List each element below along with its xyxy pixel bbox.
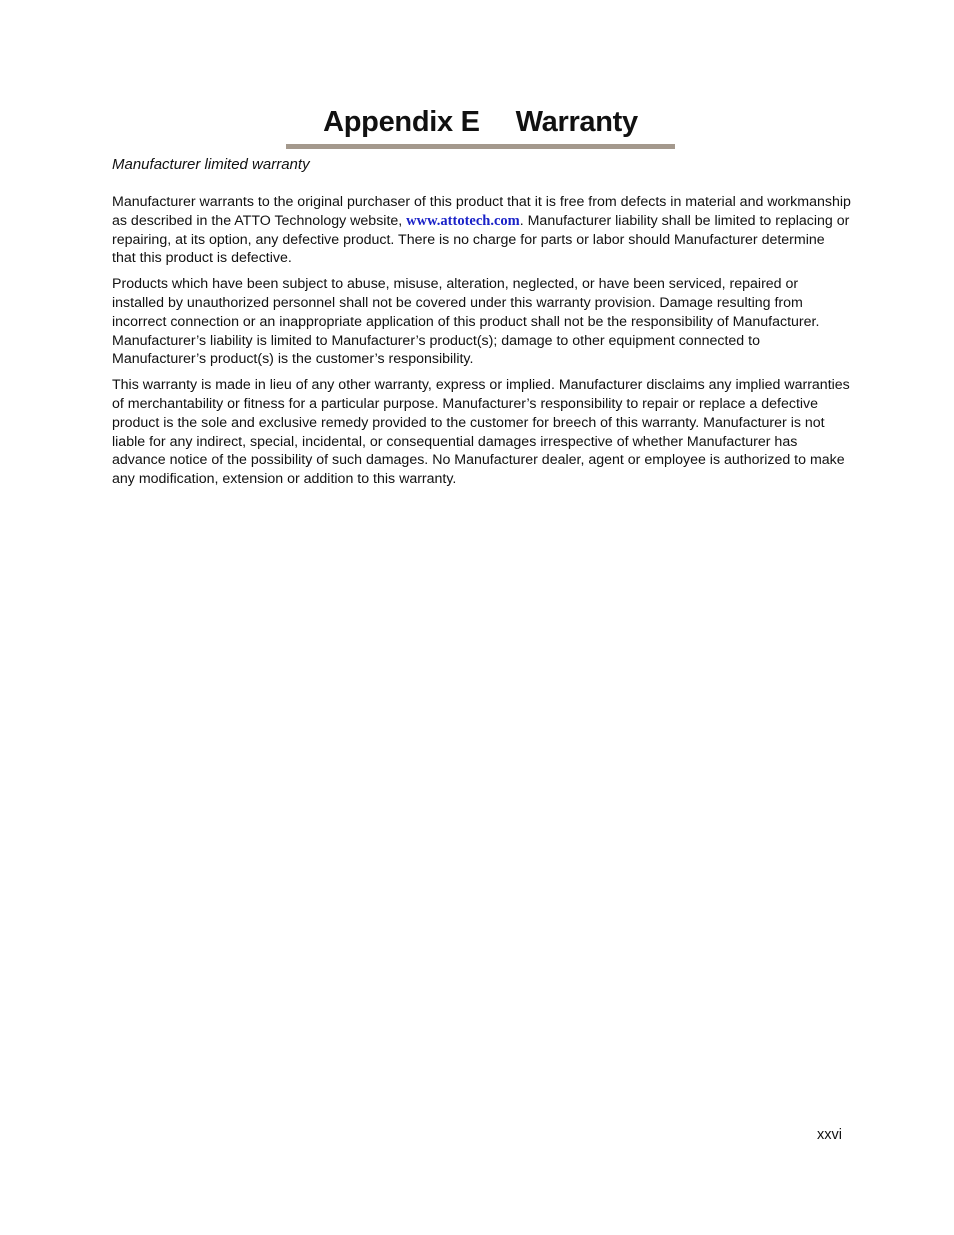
appendix-title: Warranty [515, 106, 638, 138]
page-title [286, 102, 675, 142]
paragraph-text: . Manufacturer liability shall be limited to replacing or repairing, at its option, any defective product. There is no charge for parts or labor should Manufacturer determine that this product is defective. [112, 212, 850, 267]
paragraph-warranty-scope [112, 193, 852, 268]
section-subtitle: Manufacturer limited warranty [112, 156, 310, 173]
appendix-label: Appendix E [323, 106, 480, 138]
paragraph-exclusions: Products which have been subject to abuse, misuse, alteration, neglected, or have been serviced, repaired or installed by unauthorized personnel shall not be covered under this warranty provision. Damage resulting from incorrect connection or an inappropriate application of this product shall not be the responsibility of Manufacturer. Manufacturer’s liability is limited to Manufacturer’s product(s); damage to other equipment connected to Manufacturer’s product(s) is the customer’s responsibility. [112, 276, 820, 368]
title-underline-rule [286, 144, 675, 149]
paragraph-disclaimer: This warranty is made in lieu of any other warranty, express or implied. Manufacturer disclaims any implied warranties of merchantability or fitness for a particular purpose. Manufacturer’s responsibility to repair or replace a defective product is the sole and exclusive remedy provided to the customer for breech of this warranty. Manufacturer is not liable for any indirect, special, incidental, or consequential damages irrespective of whether Manufacturer has advance notice of the possibility of such damages. No Manufacturer dealer, agent or employee is authorized to make any modification, extension or addition to this warranty. [112, 377, 850, 488]
warranty-body [112, 193, 852, 496]
website-link[interactable]: www.attotech.com [406, 212, 520, 229]
paragraph-text: Manufacturer warrants to the original purchaser of this product that it is free from defects in material and workmanship as described in the ATTO Technology website, [112, 194, 851, 229]
page-number: xxvi [817, 1127, 842, 1143]
